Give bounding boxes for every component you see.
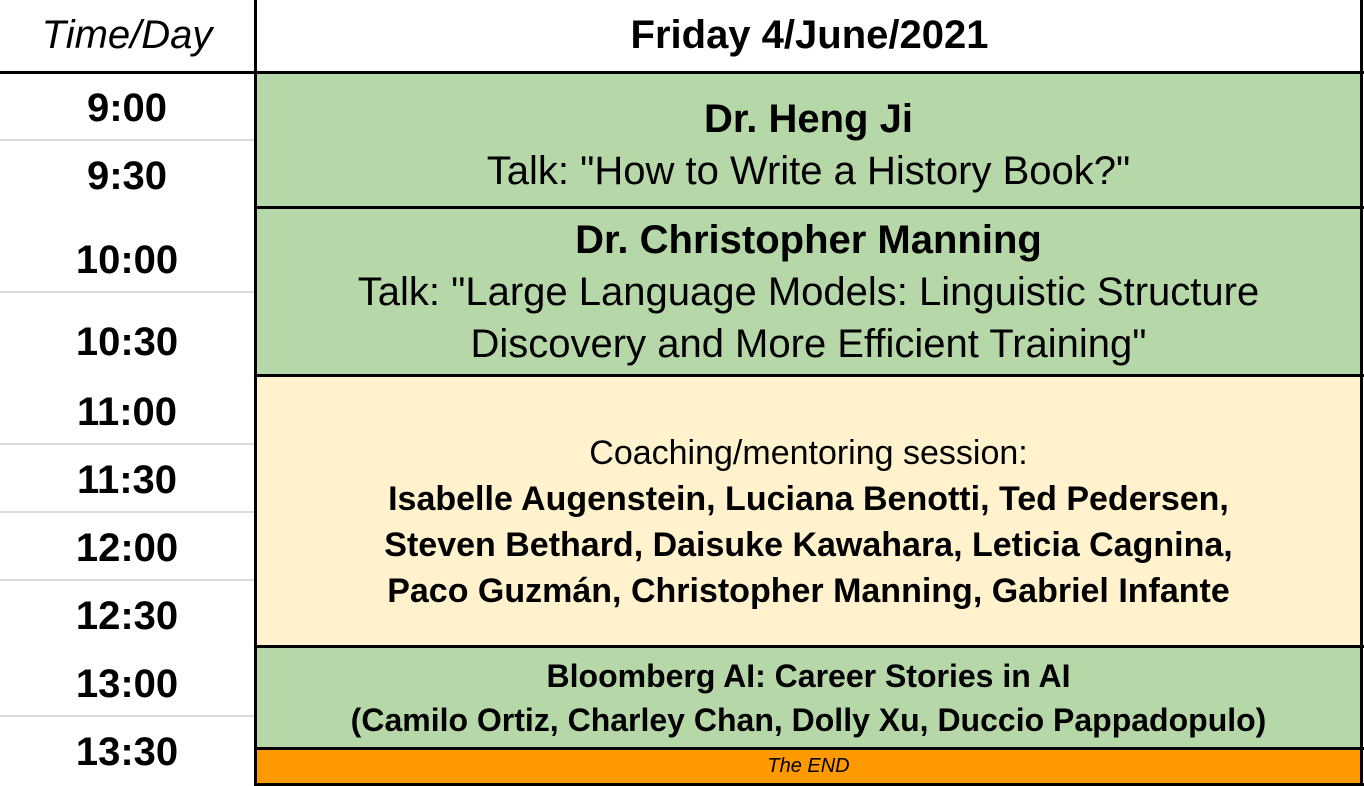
end-label: The END <box>767 755 850 777</box>
keynote-heng-ji <box>257 74 1360 206</box>
session-title: Coaching/mentoring session: <box>589 434 1028 472</box>
session-divider <box>254 374 1364 377</box>
row-divider <box>0 579 254 581</box>
mentor-names-line: Paco Guzmán, Christopher Manning, Gabriel Infante <box>387 572 1230 610</box>
day-header: Friday 4/June/2021 <box>630 13 989 57</box>
right-border <box>1360 0 1363 786</box>
mentor-names-line: Isabelle Augenstein, Luciana Benotti, Ted Pedersen, <box>388 480 1229 518</box>
row-divider <box>0 443 254 445</box>
header-divider <box>0 71 1364 74</box>
speaker-name: Dr. Heng Ji <box>704 97 913 141</box>
panelist-names: (Camilo Ortiz, Charley Chan, Dolly Xu, Duccio Pappadopulo) <box>350 701 1267 738</box>
coaching-session <box>257 377 1360 645</box>
session-divider <box>254 747 1364 750</box>
time-slot: 10:30 <box>75 319 179 364</box>
time-slot: 13:00 <box>75 661 179 706</box>
session-divider <box>254 645 1364 648</box>
column-divider <box>254 0 257 786</box>
talk-title-line: Discovery and More Efficient Training" <box>470 321 1147 366</box>
session-divider <box>254 206 1364 209</box>
talk-title-line: Talk: "Large Language Models: Linguistic Structure <box>357 269 1260 314</box>
talk-title: Talk: "How to Write a History Book?" <box>486 149 1131 193</box>
time-slot: 12:00 <box>75 525 179 570</box>
row-divider <box>0 139 254 141</box>
time-slot: 10:00 <box>75 237 179 282</box>
bloomberg-session <box>257 648 1360 747</box>
time-slot: 12:30 <box>75 593 179 638</box>
row-divider <box>0 715 254 717</box>
time-slot: 9:00 <box>86 85 168 130</box>
time-slot: 11:30 <box>76 457 178 502</box>
time-slot: 13:30 <box>75 729 179 774</box>
keynote-christopher-manning <box>257 209 1360 374</box>
session-title: Bloomberg AI: Career Stories in AI <box>546 657 1071 694</box>
time-slot: 11:00 <box>76 389 178 434</box>
time-slot: 9:30 <box>86 153 168 198</box>
row-divider <box>0 291 254 293</box>
time-day-header: Time/Day <box>41 13 213 57</box>
speaker-name: Dr. Christopher Manning <box>575 217 1042 262</box>
row-divider <box>0 511 254 513</box>
end-block <box>257 750 1360 783</box>
mentor-names-line: Steven Bethard, Daisuke Kawahara, Leticia Cagnina, <box>384 526 1233 564</box>
